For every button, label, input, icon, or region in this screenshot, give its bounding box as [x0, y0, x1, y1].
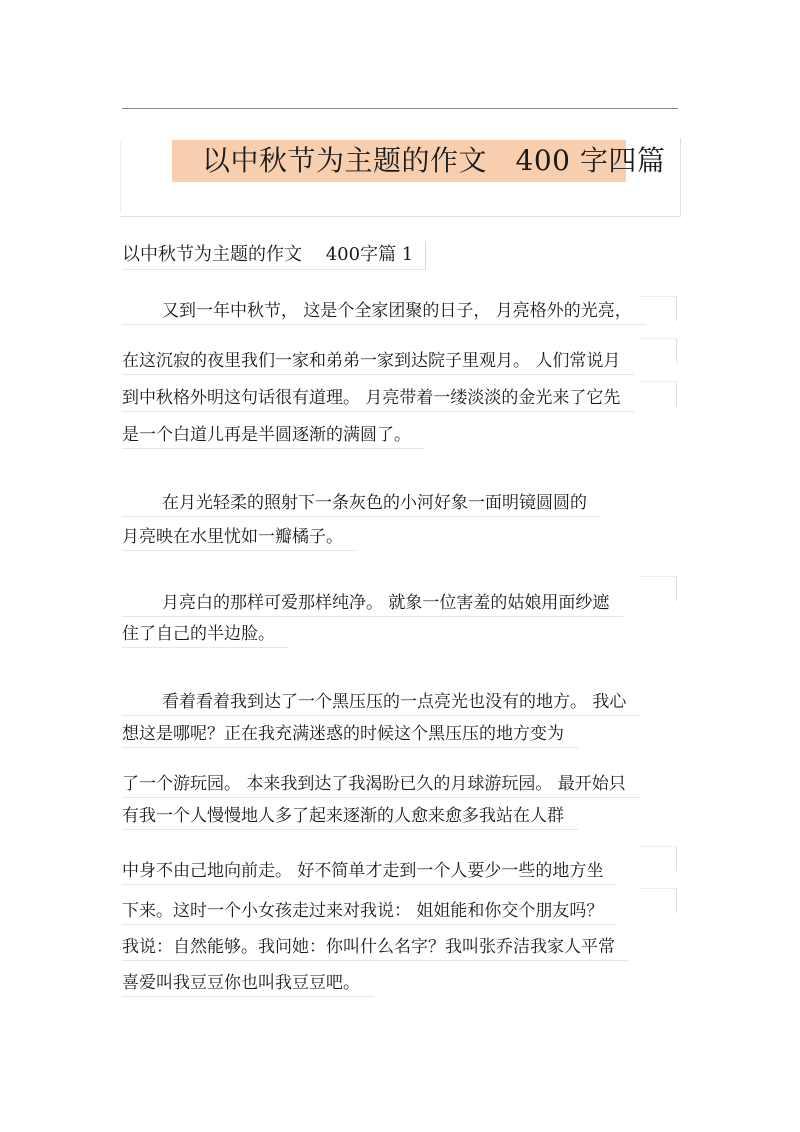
- frame-mark: [640, 576, 677, 601]
- text-line: 在这沉寂的夜里我们一家和弟弟一家到达院子里观月。 人们常说月: [122, 348, 634, 375]
- text-line: 住了自己的半边脸。: [122, 621, 289, 648]
- frame-mark: [640, 338, 677, 363]
- text-line: 我说：自然能够。我问她：你叫什么名字？我叫张乔洁我家人平常: [122, 934, 629, 961]
- frame-mark: [640, 381, 677, 406]
- text-line: 到中秋格外明这句话很有道理。 月亮带着一缕淡淡的金光来了它先: [122, 385, 634, 412]
- text-line: 是一个白道儿再是半圆逐渐的满圆了。: [122, 422, 425, 449]
- text-line: 在月光轻柔的照射下一条灰色的小河好象一面明镜圆圆的: [122, 490, 601, 517]
- text-line: 中身不由己地向前走。 好不简单才走到一个人要少一些的地方坐: [122, 858, 617, 885]
- text-line: 看着看着我到达了一个黑压压的一点亮光也没有的地方。 我心: [122, 689, 640, 716]
- text-line: 又到一年中秋节， 这是个全家团聚的日子， 月亮格外的光亮，: [122, 298, 646, 325]
- text-line: 月亮映在水里忧如一瓣橘子。: [122, 524, 357, 551]
- title-box: [120, 138, 681, 217]
- text-line: 有我一个人慢慢地人多了起来逐渐的人愈来愈多我站在人群: [122, 803, 578, 830]
- frame-mark: [640, 888, 677, 913]
- text-line: 喜爱叫我豆豆你也叫我豆豆吧。: [122, 970, 374, 997]
- text-line: 想这是哪呢？正在我充满迷惑的时候这个黑压压的地方变为: [122, 721, 578, 748]
- text-line: 下来。这时一个小女孩走过来对我说： 姐姐能和你交个朋友吗？: [122, 898, 617, 925]
- top-rule: [122, 108, 678, 109]
- page-title: 以中秋节为主题的作文 400 字四篇: [202, 144, 666, 177]
- frame-mark: [640, 846, 677, 871]
- text-line: 了一个游玩园。 本来我到达了我渴盼已久的月球游玩园。 最开始只: [122, 771, 640, 798]
- text-line: 月亮白的那样可爱那样纯净。 就象一位害羞的姑娘用面纱遮: [122, 590, 623, 617]
- section-heading: 以中秋节为主题的作文 400字篇 1: [122, 241, 426, 270]
